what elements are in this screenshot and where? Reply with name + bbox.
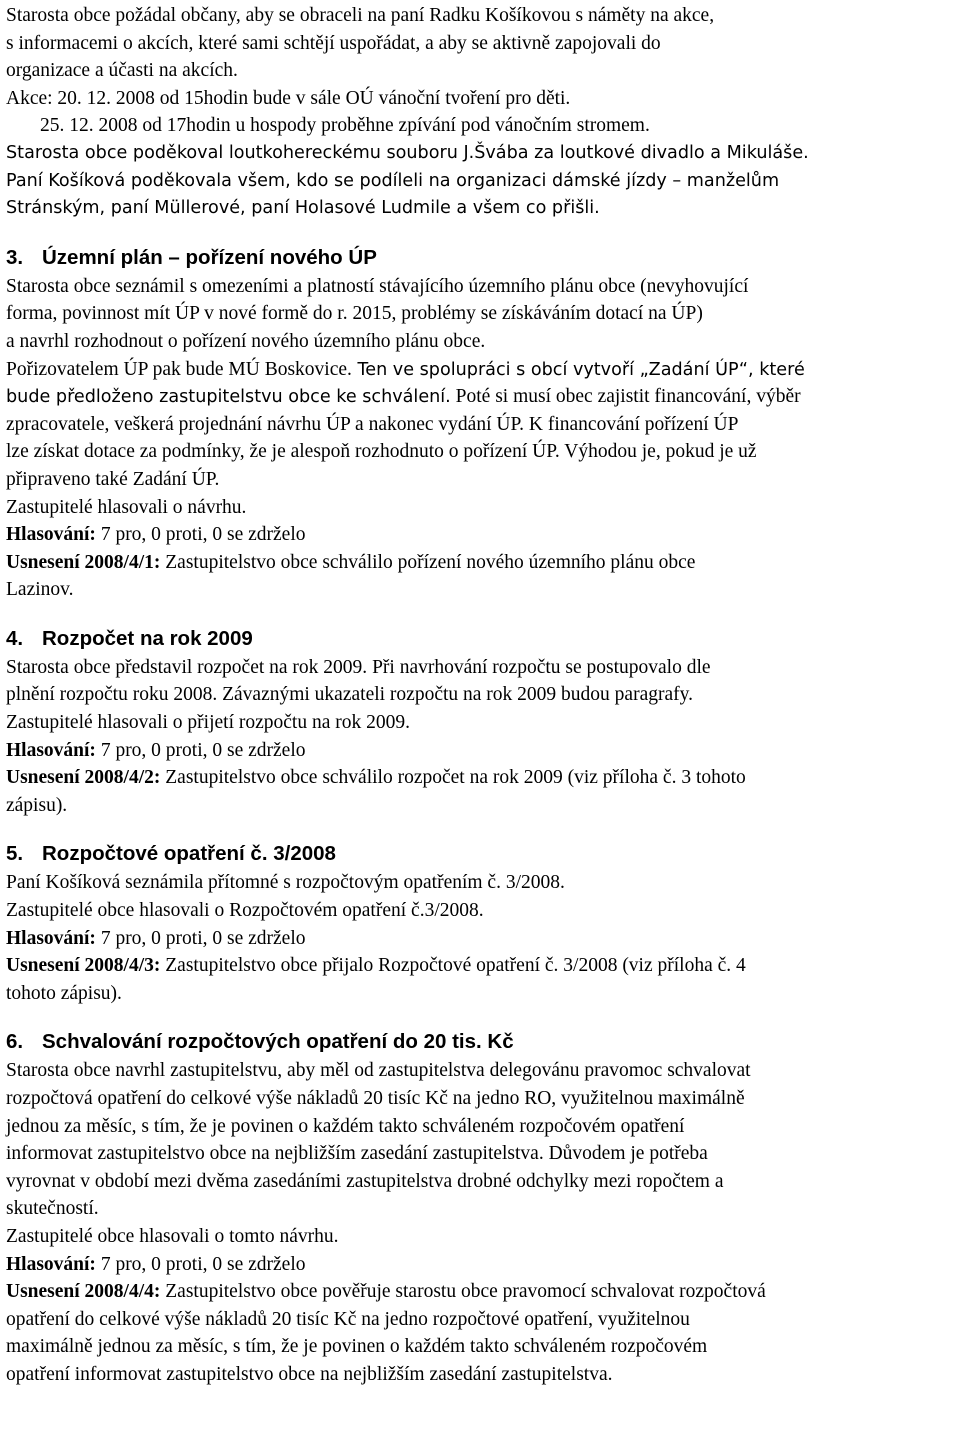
paragraph-line: a navrhl rozhodnout o pořízení nového územního plánu obce. <box>6 330 486 352</box>
paragraph-line: Zastupitelé obce hlasovali o Rozpočtovém opatření č.3/2008. <box>6 900 484 922</box>
paragraph-line <box>6 411 954 439</box>
resolution-line <box>6 764 954 792</box>
vote-line <box>6 737 954 765</box>
section-number: 6. <box>6 1030 24 1054</box>
section-6 <box>6 1026 954 1388</box>
paragraph-line: Starosta obce poděkoval loutkohereckému souboru J.Švába za loutkové divadlo a Mikuláše. <box>6 142 809 163</box>
vote-result: 7 pro, 0 proti, 0 se zdrželo <box>95 739 306 761</box>
section-title: Rozpočet na rok 2009 <box>42 626 253 650</box>
paragraph-line: Starosta obce požádal občany, aby se obraceli na paní Radku Košíkovou s náměty na akce, <box>6 5 715 26</box>
paragraph-line: připraveno také Zadání ÚP. <box>6 468 220 490</box>
paragraph-line: Starosta obce seznámil s omezeními a platností stávajícího územního plánu obce (nevyhovující <box>6 275 749 297</box>
text-run: Závaznými ukazateli rozpočtu na rok 2009 budou paragrafy. <box>217 684 693 706</box>
resolution-text: Zastupitelstvo obce přijalo Rozpočtové opatření č. 3/2008 (viz příloha č. 4 <box>160 955 746 977</box>
vote-label: Hlasování: <box>6 1253 96 1275</box>
paragraph-line: Paní Košíková seznámila přítomné s rozpočtovým opatřením č. 3/2008. <box>6 872 565 894</box>
text-run: Poté si musí obec zajistit financování, výběr <box>450 386 801 408</box>
paragraph-line <box>6 654 954 682</box>
paragraph-line: s informacemi o akcích, které sami schtějí uspořádat, a aby se aktivně zapojovali do <box>6 32 661 54</box>
section-3 <box>6 242 954 604</box>
paragraph-line: skutečností. <box>6 1198 99 1220</box>
vote-line <box>6 925 954 953</box>
resolution-label: Usnesení 2008/4/2: <box>6 767 161 789</box>
resolution-line: maximálně jednou za měsíc, s tím, že je povinen o každém takto schváleném rozpočovém <box>6 1336 708 1358</box>
resolution-line: Lazinov. <box>6 579 74 601</box>
intro-block <box>6 2 954 223</box>
section-number: 5. <box>6 842 24 866</box>
section-heading <box>6 623 954 654</box>
text-run: bude předloženo zastupitelstvu obce ke schválení. <box>6 387 451 408</box>
section-number: 3. <box>6 245 24 269</box>
section-title: Územní plán – pořízení nového ÚP <box>42 245 377 269</box>
paragraph-line <box>6 1140 954 1168</box>
vote-label: Hlasování: <box>6 739 96 761</box>
vote-result: 7 pro, 0 proti, 0 se zdrželo <box>95 1253 306 1275</box>
spacer <box>6 604 954 623</box>
spacer <box>6 223 954 242</box>
text-run: lze získat dotace za podmínky, že je alespoň rozhodnuto o pořízení ÚP. <box>6 441 560 463</box>
resolution-label: Usnesení 2008/4/4: <box>6 1281 161 1303</box>
text-run: zpracovatele, veškerá projednání návrhu ÚP a nakonec vydání ÚP. <box>6 413 525 435</box>
paragraph-line <box>6 681 954 709</box>
paragraph-line: Paní Košíková poděkovala všem, kdo se podíleli na organizaci dámské jízdy – manželům <box>6 170 780 191</box>
spacer <box>6 1007 954 1026</box>
resolution-line: tohoto zápisu). <box>6 982 122 1004</box>
paragraph-line: rozpočtová opatření do celkové výše nákladů 20 tisíc Kč na jedno RO, využitelnou maximálně <box>6 1088 745 1109</box>
paragraph-line: Akce: 20. 12. 2008 od 15hodin bude v sále OÚ vánoční tvoření pro děti. <box>6 87 571 109</box>
resolution-text: Zastupitelstvo obce schválilo rozpočet na rok 2009 (viz příloha č. 3 tohoto <box>160 767 746 789</box>
paragraph-line: vyrovnat v období mezi dvěma zasedáními zastupitelstva drobné odchylky mezi ropočtem a <box>6 1170 724 1192</box>
paragraph-line: Zastupitelé hlasovali o návrhu. <box>6 496 247 518</box>
section-heading <box>6 1026 954 1057</box>
resolution-line <box>6 952 954 980</box>
vote-label: Hlasování: <box>6 524 96 546</box>
text-run: Starosta obce představil rozpočet na rok 2009. <box>6 656 368 678</box>
vote-line <box>6 521 954 549</box>
section-heading <box>6 838 954 869</box>
resolution-line: opatření informovat zastupitelstvo obce na nejbližším zasedání zastupitelstva. <box>6 1363 613 1385</box>
document-page <box>6 2 954 1389</box>
paragraph-line: Zastupitelé hlasovali o přijetí rozpočtu na rok 2009. <box>6 712 410 734</box>
text-run: informovat zastupitelstvo obce na nejbližším zasedání zastupitelstva. <box>6 1143 544 1165</box>
paragraph-line: 25. 12. 2008 od 17hodin u hospody proběhne zpívání pod vánočním stromem. <box>40 115 650 137</box>
resolution-line: opatření do celkové výše nákladů 20 tisíc Kč na jedno rozpočtové opatření, využitelnou <box>6 1308 690 1330</box>
vote-line <box>6 1251 954 1279</box>
section-4 <box>6 623 954 820</box>
resolution-text: Zastupitelstvo obce schválilo pořízení nového územního plánu obce <box>160 551 696 573</box>
spacer <box>6 819 954 838</box>
text-run: K financování pořízení ÚP <box>524 413 739 435</box>
paragraph-line <box>6 356 954 384</box>
paragraph-line: Zastupitelé obce hlasovali o tomto návrhu. <box>6 1225 339 1247</box>
resolution-line: zápisu). <box>6 794 68 816</box>
paragraph-line: Stránským, paní Müllerové, paní Holasové Ludmile a všem co přišli. <box>6 198 600 219</box>
text-run: Výhodou je, pokud je už <box>559 441 757 463</box>
text-run: Při navrhování rozpočtu se postupovalo dle <box>367 656 711 678</box>
resolution-text: Zastupitelstvo obce pověřuje starostu obce pravomocí schvalovat rozpočtová <box>160 1281 766 1303</box>
paragraph-line: jednou za měsíc, s tím, že je povinen o každém takto schváleném rozpočovém opatření <box>6 1115 685 1137</box>
vote-result: 7 pro, 0 proti, 0 se zdrželo <box>95 927 306 949</box>
text-run: plnění rozpočtu roku 2008. <box>6 684 218 706</box>
paragraph-line <box>6 383 954 411</box>
text-run: Ten ve spolupráci s obcí vytvoří „Zadání ÚP“, které <box>351 359 805 380</box>
paragraph-line <box>6 438 954 466</box>
text-run: Pořizovatelem ÚP pak bude MÚ Boskovice. <box>6 358 352 380</box>
text-run: Důvodem je potřeba <box>543 1143 708 1165</box>
paragraph-line: organizace a účasti na akcích. <box>6 60 238 82</box>
resolution-label: Usnesení 2008/4/3: <box>6 955 161 977</box>
section-title: Rozpočtové opatření č. 3/2008 <box>42 842 336 866</box>
resolution-label: Usnesení 2008/4/1: <box>6 551 161 573</box>
vote-label: Hlasování: <box>6 927 96 949</box>
section-5 <box>6 838 954 1007</box>
section-number: 4. <box>6 626 24 650</box>
vote-result: 7 pro, 0 proti, 0 se zdrželo <box>95 524 306 546</box>
resolution-line <box>6 549 954 577</box>
section-heading <box>6 242 954 273</box>
resolution-line <box>6 1278 954 1306</box>
paragraph-line: forma, povinnost mít ÚP v nové formě do r. 2015, problémy se získáváním dotací na ÚP) <box>6 303 703 325</box>
section-title: Schvalování rozpočtových opatření do 20 tis. Kč <box>42 1030 514 1054</box>
paragraph-line: Starosta obce navrhl zastupitelstvu, aby měl od zastupitelstva delegovánu pravomoc schvalovat <box>6 1060 751 1082</box>
